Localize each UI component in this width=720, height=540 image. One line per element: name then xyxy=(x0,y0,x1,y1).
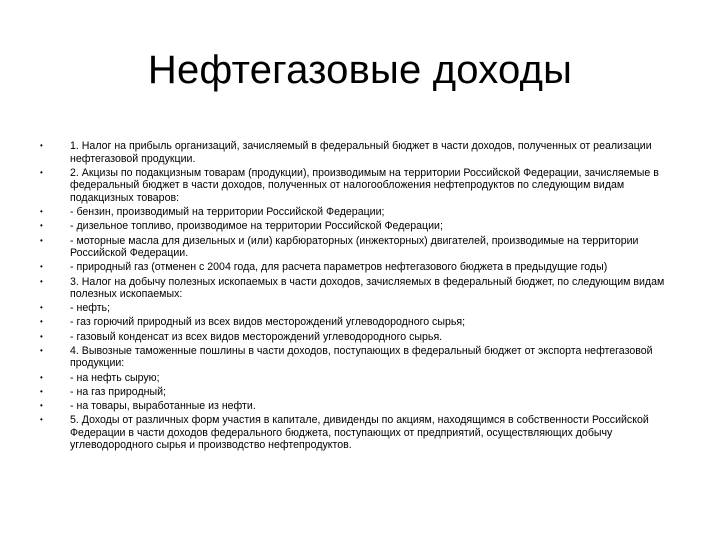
slide-title: Нефтегазовые доходы xyxy=(147,48,573,92)
list-item-text: - на нефть сырую; xyxy=(70,371,160,384)
list-item-text: - газовый конденсат из всех видов месторождений углеводородного сырья. xyxy=(70,330,443,343)
bullet-list xyxy=(40,140,670,454)
bullet-icon: • xyxy=(40,141,43,150)
list-item xyxy=(40,316,670,329)
bullet-icon: • xyxy=(40,221,43,231)
list-item xyxy=(40,276,670,301)
list-item-text: 3. Налог на добычу полезных ископаемых в части доходов, зачисляемых в федеральный бюджет, по следующим видам полезных ископаемых: xyxy=(70,275,665,301)
list-item-text: - на газ природный; xyxy=(70,385,166,398)
list-item xyxy=(40,345,670,370)
bullet-icon: • xyxy=(40,372,43,382)
list-item xyxy=(40,331,670,344)
bullet-icon: • xyxy=(40,415,43,425)
bullet-icon: • xyxy=(40,386,43,396)
bullet-icon: • xyxy=(40,167,43,177)
list-item-text: - бензин, производимый на территории Российской Федерации; xyxy=(70,206,385,219)
list-item xyxy=(40,206,670,219)
list-item-text: - на товары, выработанные из нефти. xyxy=(70,400,256,412)
list-item-text: - природный газ (отменен с 2004 года, для расчета параметров нефтегазового бюджета в предыдущие годы) xyxy=(70,261,608,274)
list-item xyxy=(40,414,670,452)
list-item-text: 4. Вывозные таможенные пошлины в части доходов, поступающих в федеральный бюджет от экспорта нефтегазовой продукции: xyxy=(70,344,653,370)
bullet-icon: • xyxy=(40,401,43,410)
list-item-text: 2. Акцизы по подакцизным товарам (продукции), производимым на территории Российской Федерации, зачисляемые в федеральный бюджет в части доходов, полученных от налогообложения нефтепродуктов по следующим видам подакцизных товаров: xyxy=(70,166,659,204)
list-item-text: - моторные масла для дизельных и (или) карбюраторных (инжекторных) двигателей, производимые на территории Российской Федерации. xyxy=(70,234,639,260)
list-item-text: - газ горючий природный из всех видов месторождений углеводородного сырья; xyxy=(70,316,466,329)
list-item xyxy=(40,235,670,260)
list-item-text: - нефть; xyxy=(70,302,111,315)
list-item-text: - дизельное топливо, производимое на территории Российской Федерации; xyxy=(70,220,443,233)
bullet-icon: • xyxy=(40,276,43,286)
list-item xyxy=(40,261,670,274)
bullet-icon: • xyxy=(40,345,43,355)
list-item-text: 1. Налог на прибыль организаций, зачисляемый в федеральный бюджет в части доходов, полученных от реализации нефтегазовой продукции. xyxy=(70,140,652,165)
bullet-icon: • xyxy=(40,262,43,272)
bullet-icon: • xyxy=(40,207,43,217)
bullet-icon: • xyxy=(40,331,43,341)
list-item xyxy=(40,400,670,413)
bullet-icon: • xyxy=(40,317,43,327)
list-item xyxy=(40,372,670,385)
list-item xyxy=(40,386,670,399)
list-item xyxy=(40,140,670,165)
bullet-icon: • xyxy=(40,235,43,245)
list-item-text: 5. Доходы от различных форм участия в капитале, дивиденды по акциям, находящимся в собственности Российской Федерации в части доходов федерального бюджета, поступающих от предприятий, осуществляющих добычу углеводородного сырья и производство нефтепродуктов. xyxy=(70,414,649,452)
list-item xyxy=(40,302,670,315)
list-item xyxy=(40,220,670,233)
bullet-icon: • xyxy=(40,303,43,313)
list-item xyxy=(40,167,670,205)
